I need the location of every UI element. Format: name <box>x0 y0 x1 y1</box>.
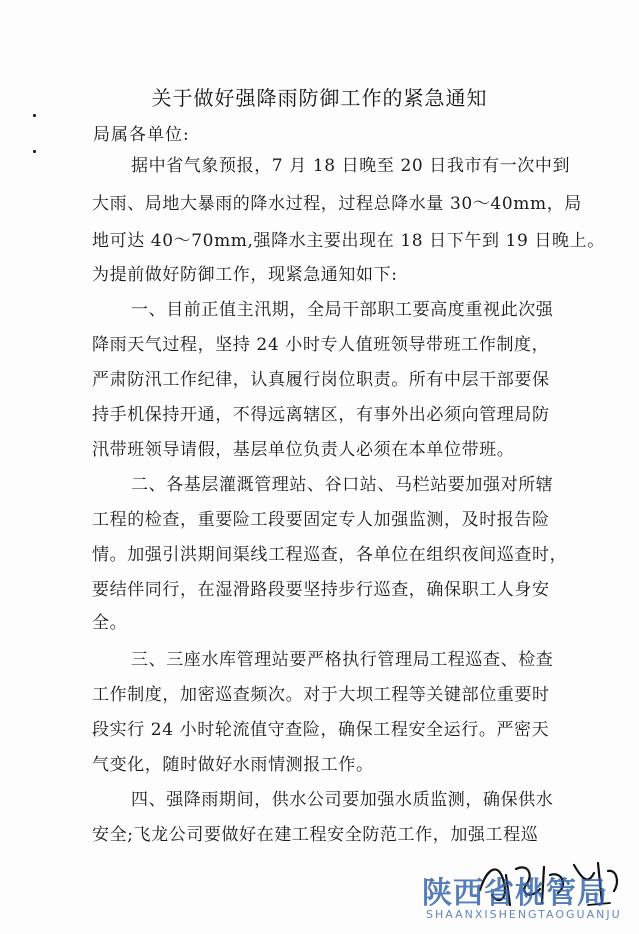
body-line: 据中省气象预报，7 月 18 日晚至 20 日我市有一次中到 <box>131 156 571 176</box>
body-line: 全。 <box>92 613 128 633</box>
margin-mark <box>33 114 36 117</box>
body-line: 严肃防汛工作纪律，认真履行岗位职责。所有中层干部要保 <box>92 370 550 390</box>
body-line: 大雨、局地大暴雨的降水过程，过程总降水量 30～40mm，局 <box>92 194 582 214</box>
watermark-sub: SHAANXISHENGTAOGUANJU <box>426 908 622 921</box>
body-line: 汛带班领导请假，基层单位负责人必须在本单位带班。 <box>92 440 515 460</box>
body-line: 气变化，随时做好水雨情测报工作。 <box>92 755 374 775</box>
body-line: 段实行 24 小时轮流值守查险，确保工程安全运行。严密天 <box>92 720 550 740</box>
body-line: 安全;飞龙公司要做好在建工程安全防范工作，加强工程巡 <box>92 825 539 845</box>
body-line: 降雨天气过程，坚持 24 小时专人值班领导带班工作制度， <box>92 335 550 355</box>
document-title: 关于做好强降雨防御工作的紧急通知 <box>151 86 488 110</box>
watermark <box>422 868 632 928</box>
body-line: 三、三座水库管理站要严格执行管理局工程巡查、检查 <box>131 650 554 670</box>
body-line: 四、强降雨期间，供水公司要加强水质监测，确保供水 <box>131 790 554 810</box>
body-line: 工作制度，加密巡查频次。对于大坝工程等关键部位重要时 <box>92 685 550 705</box>
body-line: 地可达 40～70mm,强降水主要出现在 18 日下午到 19 日晚上。 <box>92 231 605 251</box>
body-line: 持手机保持开通，不得远离辖区，有事外出必须向管理局防 <box>92 405 550 425</box>
body-line: 二、各基层灌溉管理站、谷口站、马栏站要加强对所辖 <box>131 475 554 495</box>
watermark-main: 陕西省桃管局 <box>422 876 608 911</box>
body-line: 情。加强引洪期间渠线工程巡查，各单位在组织夜间巡查时， <box>92 545 568 565</box>
body-line: 要结伴同行，在湿滑路段要坚持步行巡查，确保职工人身安 <box>92 580 550 600</box>
margin-mark <box>33 150 36 153</box>
body-line: 工程的检查，重要险工段要固定专人加强监测，及时报告险 <box>92 510 550 530</box>
body-line: 为提前做好防御工作，现紧急通知如下: <box>92 265 398 285</box>
salutation: 局属各单位: <box>93 125 190 145</box>
body-line: 一、目前正值主汛期，全局干部职工要高度重视此次强 <box>131 300 554 320</box>
